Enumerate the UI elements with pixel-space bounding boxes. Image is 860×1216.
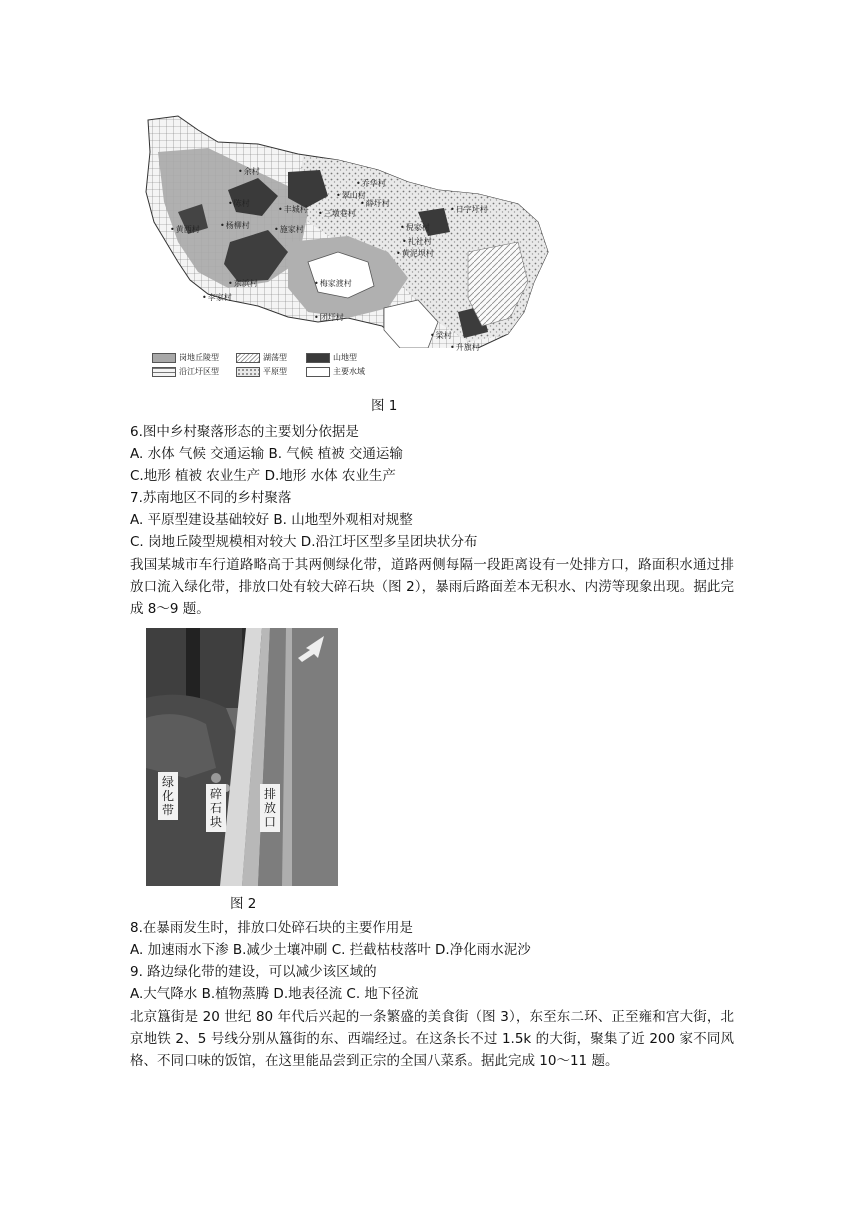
q6-options-cd: C.地形 植被 农业生产 D.地形 水体 农业生产: [130, 468, 396, 484]
village-label: • 余村: [238, 166, 260, 177]
legend-swatch: [152, 353, 176, 363]
legend-swatch: [236, 353, 260, 363]
legend-swatch: [306, 367, 330, 377]
village-label: • 三墩巷村: [318, 208, 356, 219]
label-green-belt: 绿化带: [158, 772, 178, 820]
legend-plain: [236, 366, 287, 377]
figure1-caption: 图 1: [371, 398, 398, 414]
figure2-caption: 图 2: [230, 896, 257, 912]
legend-swatch: [152, 367, 176, 377]
legend-label: 主要水域: [333, 367, 365, 376]
village-label: • 升旗村: [450, 342, 480, 353]
village-label: • 陈村: [228, 198, 250, 209]
village-label: • 日字圩村: [450, 204, 488, 215]
village-label: • 杨柳村: [220, 220, 250, 231]
legend-label: 山地型: [333, 353, 357, 362]
q6-stem: 6.图中乡村聚落形态的主要划分依据是: [130, 424, 359, 440]
legend-swatch: [236, 367, 260, 377]
q8-options: A. 加速雨水下渗 B.减少土壤冲刷 C. 拦截枯枝落叶 D.净化雨水泥沙: [130, 942, 531, 958]
village-label: • 礼社村: [402, 236, 432, 247]
village-label: • 乔华村: [356, 178, 386, 189]
intro-8-9: 我国某城市车行道路略高于其两侧绿化带，道路两侧每隔一段距离设有一处排方口，路面积水通过排放口流入绿化带，排放口处有较大碎石块（图 2），暴雨后路面差本无积水、内涝等现象出现。据此完成 8～9 题。: [130, 557, 734, 617]
village-label: • 倪家村: [400, 222, 430, 233]
village-label: • 团圩村: [314, 312, 344, 323]
village-label: • 丰城村: [278, 204, 308, 215]
figure2-photo: [146, 628, 338, 886]
q7-stem: 7.苏南地区不同的乡村聚落: [130, 490, 292, 506]
village-label: • 梁村: [430, 330, 452, 341]
legend-swatch: [306, 353, 330, 363]
legend-label: 湖荡型: [263, 353, 287, 362]
village-label: • 翠山村: [336, 190, 366, 201]
q9-stem: 9. 路边绿化带的建设，可以减少该区域的: [130, 964, 377, 980]
photo-graphic: [146, 628, 338, 886]
village-label: • 东浜村: [228, 278, 258, 289]
label-gravel: 碎石块: [206, 784, 226, 832]
intro-10-11: 北京簋街是 20 世纪 80 年代后兴起的一条繁盛的美食街（图 3），东至东二环、正至雍和宫大街，北京地铁 2、5 号线分别从簋街的东、西端经过。在这条长不过 1.5k 的大街，聚集了近 200 家不同风格、不同口味的饭馆，在这里能品尝到正宗的全国八菜系。据此完成 10～11 题。: [130, 1009, 734, 1069]
village-label: • 薛圩村: [360, 198, 390, 209]
village-label: • 梅家渡村: [314, 278, 352, 289]
map-graphic: [138, 112, 576, 384]
legend-hills: [152, 352, 219, 363]
village-label: • 李家村: [202, 292, 232, 303]
legend-label: 岗地丘陵型: [179, 353, 219, 362]
q8-stem: 8.在暴雨发生时，排放口处碎石块的主要作用是: [130, 920, 413, 936]
village-label: • 黄泥坝村: [396, 248, 434, 259]
village-label: • 黄西村: [170, 224, 200, 235]
legend-mountain: [306, 352, 357, 363]
legend-label: 平原型: [263, 367, 287, 376]
legend-lake: [236, 352, 287, 363]
q7-options-ab: A. 平原型建设基础较好 B. 山地型外观相对规整: [130, 512, 413, 528]
legend-label: 沿江圩区型: [179, 367, 219, 376]
q7-options-cd: C. 岗地丘陵型规模相对较大 D.沿江圩区型多呈团块状分布: [130, 534, 478, 550]
village-label: • 施家村: [274, 224, 304, 235]
label-drain-outlet: 排放口: [260, 784, 280, 832]
q9-options: A.大气降水 B.植物蒸腾 D.地表径流 C. 地下径流: [130, 986, 419, 1002]
legend-water: [306, 366, 365, 377]
figure1-map: [138, 112, 576, 384]
legend-riverside: [152, 366, 219, 377]
q6-options-ab: A. 水体 气候 交通运输 B. 气候 植被 交通运输: [130, 446, 403, 462]
